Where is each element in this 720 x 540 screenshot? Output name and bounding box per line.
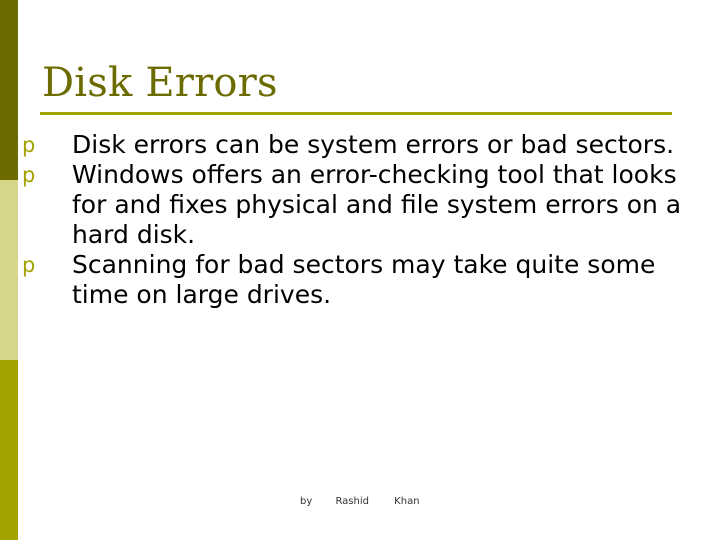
footer-author-first: Rashid: [335, 496, 369, 507]
side-bar-middle: [0, 180, 18, 360]
bullet-text: Disk errors can be system errors or bad sectors.: [72, 130, 675, 159]
title-underline: [40, 112, 672, 115]
bullet-list: [22, 130, 690, 310]
footer-by: by: [300, 496, 313, 507]
side-bar-top: [0, 0, 18, 180]
slide-title: Disk Errors: [42, 60, 278, 106]
bullet-item: [22, 130, 690, 160]
bullet-text: Windows offers an error-checking tool that looks for and fixes physical and file system errors on a hard disk.: [72, 160, 682, 249]
bullet-marker-icon: p: [22, 133, 36, 157]
bullet-marker-icon: p: [22, 253, 36, 277]
bullet-item: [22, 250, 690, 310]
bullet-marker-icon: p: [22, 163, 36, 187]
bullet-item: [22, 160, 690, 250]
side-bar-bottom: [0, 360, 18, 540]
footer-author-last: Khan: [394, 496, 420, 507]
slide-footer: [300, 496, 420, 507]
bullet-text: Scanning for bad sectors may take quite some time on large drives.: [72, 250, 656, 309]
